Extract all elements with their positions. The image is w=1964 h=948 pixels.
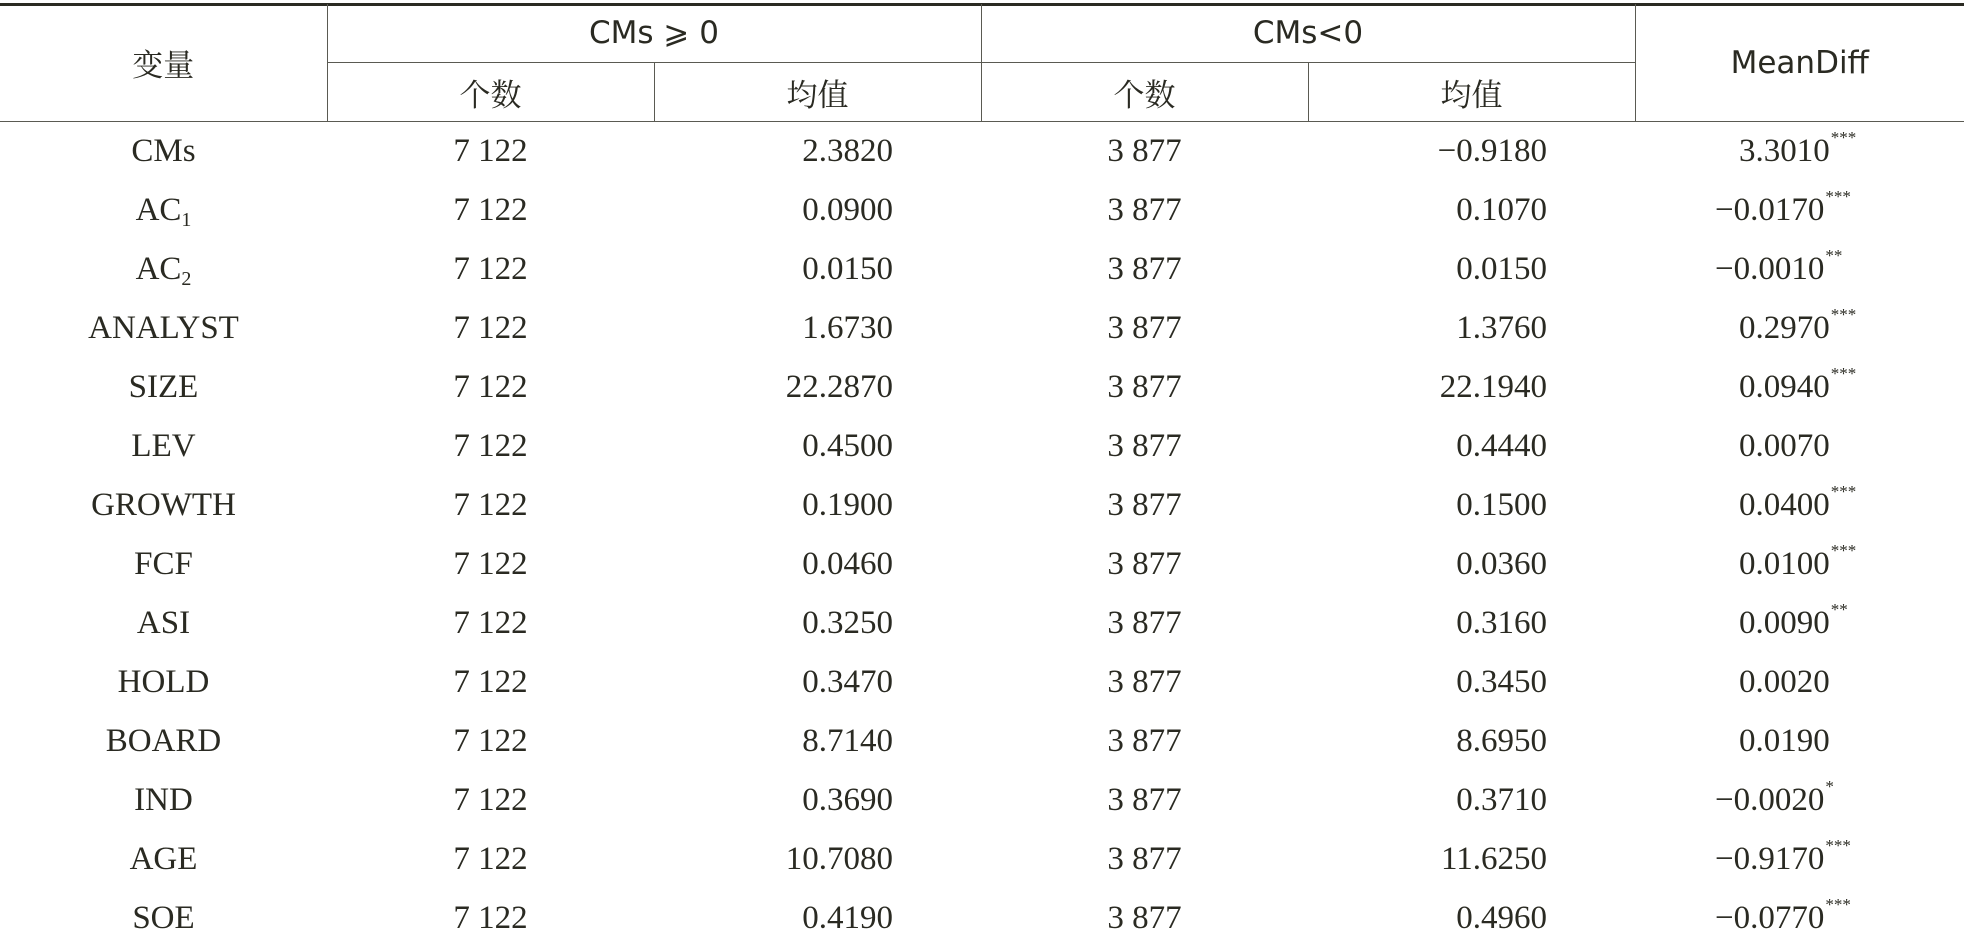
table-row [0,240,1964,299]
mean-cell-1: 0.0460 [654,535,981,594]
mean-cell-1: 0.0150 [654,240,981,299]
mean-cell-2: 0.4960 [1308,889,1635,948]
mean-cell-1: 0.4190 [654,889,981,948]
variable-name: CMs [131,133,195,169]
table-row [0,358,1964,417]
variable-name-cell [0,122,327,182]
count-cell-1: 7 122 [327,889,654,948]
significance-stars: *** [1831,128,1857,147]
variable-name: HOLD [118,664,210,700]
count-cell-2: 3 877 [981,830,1308,889]
variable-name: AC [136,251,182,287]
header-group-negative: CMs<0 [981,4,1635,63]
meandiff-cell [1635,535,1964,594]
mean-cell-2: 0.1500 [1308,476,1635,535]
variable-name: BOARD [106,723,222,759]
meandiff-cell [1635,712,1964,771]
mean-cell-2: 0.1070 [1308,181,1635,240]
header-count-1: 个数 [327,63,654,122]
count-cell-2: 3 877 [981,653,1308,712]
meandiff-cell [1635,240,1964,299]
mean-cell-1: 8.7140 [654,712,981,771]
variable-name: ANALYST [88,310,239,346]
table-row [0,181,1964,240]
meandiff-value: 0.0020 [1739,664,1830,700]
count-cell-2: 3 877 [981,417,1308,476]
meandiff-cell [1635,358,1964,417]
meandiff-cell [1635,299,1964,358]
meandiff-value: 0.0940 [1739,369,1830,405]
mean-cell-1: 0.4500 [654,417,981,476]
mean-cell-2: 0.3450 [1308,653,1635,712]
count-cell-1: 7 122 [327,181,654,240]
variable-name: SIZE [129,369,199,405]
meandiff-value: 0.2970 [1739,310,1830,346]
mean-cell-1: 0.0900 [654,181,981,240]
table-row [0,653,1964,712]
mean-cell-2: 0.0360 [1308,535,1635,594]
table-row [0,889,1964,948]
count-cell-1: 7 122 [327,653,654,712]
count-cell-2: 3 877 [981,889,1308,948]
table-row [0,476,1964,535]
variable-subscript: 2 [181,268,191,290]
variable-name-cell [0,240,327,299]
meandiff-value: −0.0020 [1715,782,1824,818]
significance-stars: *** [1831,305,1857,324]
count-cell-2: 3 877 [981,181,1308,240]
variable-name: SOE [132,900,194,936]
variable-name: AC [136,192,182,228]
count-cell-2: 3 877 [981,299,1308,358]
mean-cell-2: 0.0150 [1308,240,1635,299]
variable-name-cell [0,712,327,771]
meandiff-cell [1635,830,1964,889]
meandiff-cell [1635,771,1964,830]
significance-stars: *** [1831,364,1857,383]
header-variable: 变量 [0,4,327,122]
mean-cell-2: 0.3160 [1308,594,1635,653]
significance-stars: *** [1831,482,1857,501]
significance-stars: *** [1831,541,1857,560]
meandiff-value: −0.0770 [1715,900,1824,936]
meandiff-cell [1635,122,1964,182]
table-row [0,771,1964,830]
statistics-table [0,4,1964,948]
variable-name-cell [0,299,327,358]
mean-cell-1: 0.3250 [654,594,981,653]
meandiff-value: 0.0100 [1739,546,1830,582]
header-mean-2: 均值 [1308,63,1635,122]
significance-stars: ** [1825,246,1842,265]
header-meandiff: MeanDiff [1635,4,1964,122]
variable-name: LEV [131,428,195,464]
mean-cell-1: 0.1900 [654,476,981,535]
count-cell-1: 7 122 [327,240,654,299]
meandiff-value: 0.0070 [1739,428,1830,464]
meandiff-value: −0.0170 [1715,192,1824,228]
significance-stars: *** [1825,187,1851,206]
meandiff-cell [1635,594,1964,653]
count-cell-1: 7 122 [327,299,654,358]
variable-name-cell [0,771,327,830]
count-cell-2: 3 877 [981,358,1308,417]
header-mean-1: 均值 [654,63,981,122]
mean-cell-1: 2.3820 [654,122,981,182]
count-cell-2: 3 877 [981,594,1308,653]
variable-name: ASI [137,605,190,641]
meandiff-cell [1635,653,1964,712]
mean-cell-1: 10.7080 [654,830,981,889]
count-cell-1: 7 122 [327,594,654,653]
meandiff-value: 0.0090 [1739,605,1830,641]
count-cell-1: 7 122 [327,358,654,417]
variable-name: AGE [130,841,198,877]
table-row [0,535,1964,594]
header-count-2: 个数 [981,63,1308,122]
meandiff-value: 0.0190 [1739,723,1830,759]
mean-cell-2: −0.9180 [1308,122,1635,182]
count-cell-1: 7 122 [327,417,654,476]
variable-name: FCF [134,546,193,582]
meandiff-cell [1635,181,1964,240]
count-cell-1: 7 122 [327,535,654,594]
count-cell-2: 3 877 [981,712,1308,771]
meandiff-value: −0.0010 [1715,251,1824,287]
mean-cell-2: 1.3760 [1308,299,1635,358]
table-row [0,594,1964,653]
variable-name-cell [0,181,327,240]
count-cell-1: 7 122 [327,122,654,182]
mean-cell-2: 0.3710 [1308,771,1635,830]
table-header [0,4,1964,122]
count-cell-2: 3 877 [981,122,1308,182]
variable-name-cell [0,358,327,417]
count-cell-2: 3 877 [981,535,1308,594]
variable-name-cell [0,653,327,712]
significance-stars: *** [1825,836,1851,855]
table-row [0,830,1964,889]
variable-name-cell [0,476,327,535]
variable-name-cell [0,535,327,594]
count-cell-2: 3 877 [981,476,1308,535]
variable-name-cell [0,594,327,653]
meandiff-value: −0.9170 [1715,841,1824,877]
meandiff-cell [1635,476,1964,535]
count-cell-2: 3 877 [981,240,1308,299]
count-cell-1: 7 122 [327,476,654,535]
count-cell-1: 7 122 [327,712,654,771]
table-row [0,712,1964,771]
table-row [0,299,1964,358]
table-row [0,122,1964,182]
table-row [0,417,1964,476]
significance-stars: * [1825,777,1834,796]
variable-name-cell [0,830,327,889]
count-cell-1: 7 122 [327,771,654,830]
mean-cell-1: 0.3690 [654,771,981,830]
mean-cell-2: 22.1940 [1308,358,1635,417]
header-group-nonnegative: CMs ⩾ 0 [327,4,981,63]
mean-cell-2: 8.6950 [1308,712,1635,771]
variable-name: IND [134,782,193,818]
count-cell-2: 3 877 [981,771,1308,830]
variable-name-cell [0,417,327,476]
variable-subscript: 1 [181,209,191,231]
meandiff-cell [1635,417,1964,476]
mean-cell-1: 22.2870 [654,358,981,417]
mean-cell-1: 1.6730 [654,299,981,358]
mean-cell-1: 0.3470 [654,653,981,712]
mean-cell-2: 11.6250 [1308,830,1635,889]
meandiff-value: 0.0400 [1739,487,1830,523]
variable-name-cell [0,889,327,948]
variable-name: GROWTH [91,487,236,523]
significance-stars: ** [1831,600,1848,619]
significance-stars: *** [1825,895,1851,914]
meandiff-cell [1635,889,1964,948]
count-cell-1: 7 122 [327,830,654,889]
meandiff-value: 3.3010 [1739,133,1830,169]
mean-cell-2: 0.4440 [1308,417,1635,476]
table-body [0,122,1964,948]
